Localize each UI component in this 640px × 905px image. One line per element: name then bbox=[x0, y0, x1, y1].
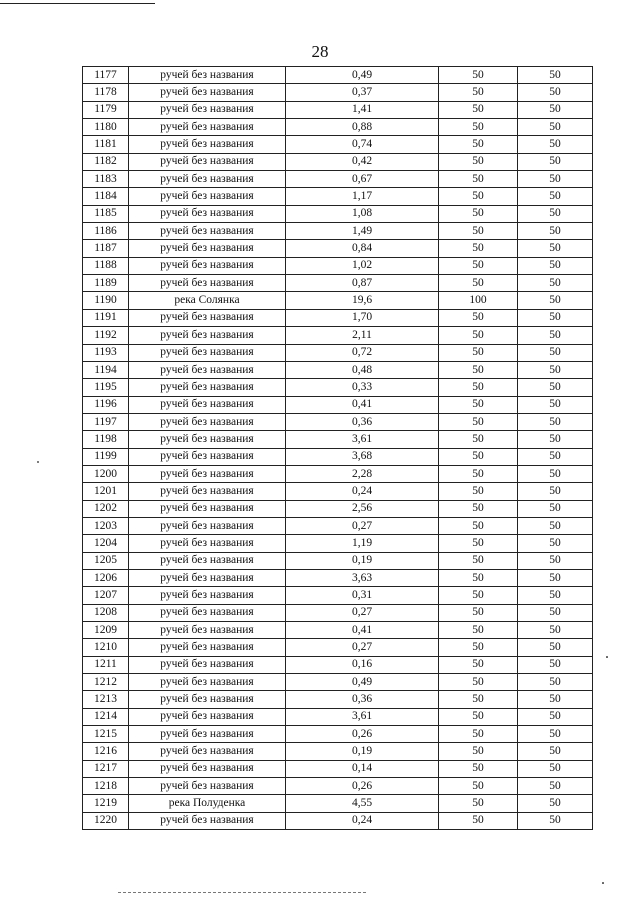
strip-cell: 50 bbox=[518, 309, 593, 326]
strip-cell: 50 bbox=[518, 223, 593, 240]
strip-cell: 50 bbox=[518, 483, 593, 500]
length-cell: 0,27 bbox=[286, 604, 439, 621]
strip-cell: 50 bbox=[518, 379, 593, 396]
table-row bbox=[83, 205, 593, 222]
row-number-cell: 1182 bbox=[83, 153, 129, 170]
length-cell: 3,61 bbox=[286, 708, 439, 725]
length-cell: 0,33 bbox=[286, 379, 439, 396]
table-row bbox=[83, 465, 593, 482]
name-cell: ручей без названия bbox=[129, 240, 286, 257]
row-number-cell: 1188 bbox=[83, 257, 129, 274]
table-row bbox=[83, 535, 593, 552]
row-number-cell: 1215 bbox=[83, 726, 129, 743]
zone-cell: 50 bbox=[439, 726, 518, 743]
strip-cell: 50 bbox=[518, 500, 593, 517]
name-cell: ручей без названия bbox=[129, 587, 286, 604]
table-row bbox=[83, 604, 593, 621]
zone-cell: 50 bbox=[439, 205, 518, 222]
bottom-rule bbox=[118, 892, 366, 893]
row-number-cell: 1198 bbox=[83, 431, 129, 448]
row-number-cell: 1206 bbox=[83, 569, 129, 586]
strip-cell: 50 bbox=[518, 691, 593, 708]
zone-cell: 50 bbox=[439, 379, 518, 396]
zone-cell: 50 bbox=[439, 517, 518, 534]
length-cell: 1,41 bbox=[286, 101, 439, 118]
strip-cell: 50 bbox=[518, 275, 593, 292]
row-number-cell: 1192 bbox=[83, 327, 129, 344]
row-number-cell: 1210 bbox=[83, 639, 129, 656]
strip-cell: 50 bbox=[518, 413, 593, 430]
length-cell: 0,87 bbox=[286, 275, 439, 292]
zone-cell: 50 bbox=[439, 778, 518, 795]
row-number-cell: 1193 bbox=[83, 344, 129, 361]
name-cell: ручей без названия bbox=[129, 84, 286, 101]
table-row bbox=[83, 587, 593, 604]
zone-cell: 50 bbox=[439, 327, 518, 344]
strip-cell: 50 bbox=[518, 465, 593, 482]
zone-cell: 50 bbox=[439, 344, 518, 361]
row-number-cell: 1186 bbox=[83, 223, 129, 240]
table-row bbox=[83, 101, 593, 118]
zone-cell: 50 bbox=[439, 136, 518, 153]
row-number-cell: 1203 bbox=[83, 517, 129, 534]
zone-cell: 50 bbox=[439, 587, 518, 604]
strip-cell: 50 bbox=[518, 674, 593, 691]
table-row bbox=[83, 67, 593, 84]
zone-cell: 50 bbox=[439, 240, 518, 257]
row-number-cell: 1208 bbox=[83, 604, 129, 621]
table-row bbox=[83, 431, 593, 448]
table-row bbox=[83, 812, 593, 829]
table-row bbox=[83, 778, 593, 795]
row-number-cell: 1212 bbox=[83, 674, 129, 691]
row-number-cell: 1220 bbox=[83, 812, 129, 829]
name-cell: ручей без названия bbox=[129, 691, 286, 708]
name-cell: ручей без названия bbox=[129, 448, 286, 465]
length-cell: 0,36 bbox=[286, 691, 439, 708]
row-number-cell: 1179 bbox=[83, 101, 129, 118]
table-row bbox=[83, 292, 593, 309]
row-number-cell: 1207 bbox=[83, 587, 129, 604]
strip-cell: 50 bbox=[518, 760, 593, 777]
strip-cell: 50 bbox=[518, 604, 593, 621]
table-row bbox=[83, 327, 593, 344]
length-cell: 0,19 bbox=[286, 552, 439, 569]
strip-cell: 50 bbox=[518, 361, 593, 378]
name-cell: ручей без названия bbox=[129, 500, 286, 517]
name-cell: ручей без названия bbox=[129, 778, 286, 795]
length-cell: 0,19 bbox=[286, 743, 439, 760]
table-row bbox=[83, 656, 593, 673]
strip-cell: 50 bbox=[518, 101, 593, 118]
name-cell: ручей без названия bbox=[129, 604, 286, 621]
table-body bbox=[83, 67, 593, 830]
length-cell: 0,74 bbox=[286, 136, 439, 153]
strip-cell: 50 bbox=[518, 448, 593, 465]
name-cell: ручей без названия bbox=[129, 465, 286, 482]
row-number-cell: 1209 bbox=[83, 622, 129, 639]
strip-cell: 50 bbox=[518, 205, 593, 222]
name-cell: ручей без названия bbox=[129, 569, 286, 586]
length-cell: 2,11 bbox=[286, 327, 439, 344]
length-cell: 0,26 bbox=[286, 726, 439, 743]
row-number-cell: 1217 bbox=[83, 760, 129, 777]
strip-cell: 50 bbox=[518, 743, 593, 760]
zone-cell: 50 bbox=[439, 153, 518, 170]
table-row bbox=[83, 708, 593, 725]
name-cell: ручей без названия bbox=[129, 119, 286, 136]
data-table bbox=[82, 66, 593, 830]
zone-cell: 50 bbox=[439, 84, 518, 101]
table-row bbox=[83, 552, 593, 569]
row-number-cell: 1197 bbox=[83, 413, 129, 430]
page-number: 28 bbox=[311, 42, 329, 61]
name-cell: ручей без названия bbox=[129, 812, 286, 829]
length-cell: 0,27 bbox=[286, 639, 439, 656]
strip-cell: 50 bbox=[518, 119, 593, 136]
strip-cell: 50 bbox=[518, 257, 593, 274]
table-row bbox=[83, 483, 593, 500]
name-cell: ручей без названия bbox=[129, 656, 286, 673]
zone-cell: 50 bbox=[439, 171, 518, 188]
strip-cell: 50 bbox=[518, 327, 593, 344]
row-number-cell: 1189 bbox=[83, 275, 129, 292]
strip-cell: 50 bbox=[518, 517, 593, 534]
row-number-cell: 1214 bbox=[83, 708, 129, 725]
table-row bbox=[83, 622, 593, 639]
strip-cell: 50 bbox=[518, 726, 593, 743]
strip-cell: 50 bbox=[518, 171, 593, 188]
name-cell: ручей без названия bbox=[129, 223, 286, 240]
length-cell: 1,19 bbox=[286, 535, 439, 552]
table-row bbox=[83, 361, 593, 378]
row-number-cell: 1199 bbox=[83, 448, 129, 465]
scan-speck bbox=[37, 461, 39, 463]
name-cell: ручей без названия bbox=[129, 309, 286, 326]
length-cell: 1,17 bbox=[286, 188, 439, 205]
row-number-cell: 1219 bbox=[83, 795, 129, 812]
table-row bbox=[83, 275, 593, 292]
strip-cell: 50 bbox=[518, 587, 593, 604]
name-cell: ручей без названия bbox=[129, 275, 286, 292]
row-number-cell: 1195 bbox=[83, 379, 129, 396]
row-number-cell: 1177 bbox=[83, 67, 129, 84]
scan-speck bbox=[606, 656, 608, 658]
strip-cell: 50 bbox=[518, 622, 593, 639]
row-number-cell: 1205 bbox=[83, 552, 129, 569]
length-cell: 1,70 bbox=[286, 309, 439, 326]
strip-cell: 50 bbox=[518, 795, 593, 812]
table-row bbox=[83, 379, 593, 396]
zone-cell: 50 bbox=[439, 569, 518, 586]
table-row bbox=[83, 84, 593, 101]
name-cell: ручей без названия bbox=[129, 535, 286, 552]
table-row bbox=[83, 639, 593, 656]
name-cell: ручей без названия bbox=[129, 431, 286, 448]
length-cell: 2,28 bbox=[286, 465, 439, 482]
strip-cell: 50 bbox=[518, 708, 593, 725]
row-number-cell: 1181 bbox=[83, 136, 129, 153]
name-cell: ручей без названия bbox=[129, 171, 286, 188]
row-number-cell: 1202 bbox=[83, 500, 129, 517]
name-cell: ручей без названия bbox=[129, 552, 286, 569]
table-row bbox=[83, 760, 593, 777]
zone-cell: 50 bbox=[439, 396, 518, 413]
name-cell: ручей без названия bbox=[129, 136, 286, 153]
table-row bbox=[83, 500, 593, 517]
zone-cell: 50 bbox=[439, 500, 518, 517]
zone-cell: 50 bbox=[439, 760, 518, 777]
length-cell: 0,49 bbox=[286, 67, 439, 84]
length-cell: 3,61 bbox=[286, 431, 439, 448]
zone-cell: 50 bbox=[439, 413, 518, 430]
zone-cell: 50 bbox=[439, 656, 518, 673]
zone-cell: 50 bbox=[439, 431, 518, 448]
zone-cell: 50 bbox=[439, 535, 518, 552]
length-cell: 2,56 bbox=[286, 500, 439, 517]
table-row bbox=[83, 240, 593, 257]
table-row bbox=[83, 344, 593, 361]
zone-cell: 50 bbox=[439, 622, 518, 639]
zone-cell: 50 bbox=[439, 691, 518, 708]
name-cell: ручей без названия bbox=[129, 708, 286, 725]
strip-cell: 50 bbox=[518, 639, 593, 656]
length-cell: 0,31 bbox=[286, 587, 439, 604]
table-row bbox=[83, 517, 593, 534]
length-cell: 1,08 bbox=[286, 205, 439, 222]
table-row bbox=[83, 795, 593, 812]
row-number-cell: 1180 bbox=[83, 119, 129, 136]
strip-cell: 50 bbox=[518, 812, 593, 829]
strip-cell: 50 bbox=[518, 431, 593, 448]
zone-cell: 50 bbox=[439, 275, 518, 292]
length-cell: 19,6 bbox=[286, 292, 439, 309]
table-row bbox=[83, 257, 593, 274]
top-rule bbox=[0, 3, 155, 4]
length-cell: 0,37 bbox=[286, 84, 439, 101]
table-row bbox=[83, 448, 593, 465]
length-cell: 0,16 bbox=[286, 656, 439, 673]
name-cell: ручей без названия bbox=[129, 622, 286, 639]
length-cell: 0,41 bbox=[286, 396, 439, 413]
strip-cell: 50 bbox=[518, 153, 593, 170]
name-cell: ручей без названия bbox=[129, 257, 286, 274]
row-number-cell: 1216 bbox=[83, 743, 129, 760]
table-row bbox=[83, 743, 593, 760]
length-cell: 4,55 bbox=[286, 795, 439, 812]
name-cell: ручей без названия bbox=[129, 674, 286, 691]
name-cell: ручей без названия bbox=[129, 379, 286, 396]
row-number-cell: 1213 bbox=[83, 691, 129, 708]
length-cell: 0,36 bbox=[286, 413, 439, 430]
name-cell: ручей без названия bbox=[129, 726, 286, 743]
scan-speck bbox=[602, 882, 604, 884]
zone-cell: 50 bbox=[439, 67, 518, 84]
zone-cell: 50 bbox=[439, 309, 518, 326]
row-number-cell: 1191 bbox=[83, 309, 129, 326]
zone-cell: 50 bbox=[439, 101, 518, 118]
length-cell: 0,88 bbox=[286, 119, 439, 136]
table-row bbox=[83, 309, 593, 326]
table-row bbox=[83, 153, 593, 170]
length-cell: 0,14 bbox=[286, 760, 439, 777]
table-row bbox=[83, 396, 593, 413]
length-cell: 0,41 bbox=[286, 622, 439, 639]
zone-cell: 50 bbox=[439, 552, 518, 569]
length-cell: 0,48 bbox=[286, 361, 439, 378]
row-number-cell: 1187 bbox=[83, 240, 129, 257]
zone-cell: 50 bbox=[439, 795, 518, 812]
zone-cell: 50 bbox=[439, 223, 518, 240]
row-number-cell: 1184 bbox=[83, 188, 129, 205]
strip-cell: 50 bbox=[518, 552, 593, 569]
row-number-cell: 1185 bbox=[83, 205, 129, 222]
name-cell: река Солянка bbox=[129, 292, 286, 309]
table-row bbox=[83, 674, 593, 691]
table-row bbox=[83, 726, 593, 743]
zone-cell: 50 bbox=[439, 639, 518, 656]
row-number-cell: 1183 bbox=[83, 171, 129, 188]
name-cell: река Полуденка bbox=[129, 795, 286, 812]
name-cell: ручей без названия bbox=[129, 188, 286, 205]
name-cell: ручей без названия bbox=[129, 101, 286, 118]
row-number-cell: 1194 bbox=[83, 361, 129, 378]
zone-cell: 50 bbox=[439, 188, 518, 205]
length-cell: 0,27 bbox=[286, 517, 439, 534]
name-cell: ручей без названия bbox=[129, 327, 286, 344]
length-cell: 0,24 bbox=[286, 812, 439, 829]
row-number-cell: 1178 bbox=[83, 84, 129, 101]
strip-cell: 50 bbox=[518, 535, 593, 552]
length-cell: 1,02 bbox=[286, 257, 439, 274]
table-row bbox=[83, 188, 593, 205]
strip-cell: 50 bbox=[518, 292, 593, 309]
table-row bbox=[83, 691, 593, 708]
strip-cell: 50 bbox=[518, 656, 593, 673]
length-cell: 0,84 bbox=[286, 240, 439, 257]
table-row bbox=[83, 136, 593, 153]
name-cell: ручей без названия bbox=[129, 639, 286, 656]
row-number-cell: 1196 bbox=[83, 396, 129, 413]
zone-cell: 50 bbox=[439, 483, 518, 500]
length-cell: 3,68 bbox=[286, 448, 439, 465]
row-number-cell: 1201 bbox=[83, 483, 129, 500]
zone-cell: 50 bbox=[439, 448, 518, 465]
row-number-cell: 1200 bbox=[83, 465, 129, 482]
length-cell: 0,49 bbox=[286, 674, 439, 691]
name-cell: ручей без названия bbox=[129, 153, 286, 170]
zone-cell: 50 bbox=[439, 257, 518, 274]
table-row bbox=[83, 223, 593, 240]
length-cell: 1,49 bbox=[286, 223, 439, 240]
name-cell: ручей без названия bbox=[129, 743, 286, 760]
strip-cell: 50 bbox=[518, 240, 593, 257]
strip-cell: 50 bbox=[518, 569, 593, 586]
table-row bbox=[83, 413, 593, 430]
strip-cell: 50 bbox=[518, 67, 593, 84]
zone-cell: 100 bbox=[439, 292, 518, 309]
zone-cell: 50 bbox=[439, 604, 518, 621]
name-cell: ручей без названия bbox=[129, 517, 286, 534]
row-number-cell: 1204 bbox=[83, 535, 129, 552]
table-row bbox=[83, 171, 593, 188]
name-cell: ручей без названия bbox=[129, 413, 286, 430]
zone-cell: 50 bbox=[439, 465, 518, 482]
row-number-cell: 1211 bbox=[83, 656, 129, 673]
strip-cell: 50 bbox=[518, 396, 593, 413]
name-cell: ручей без названия bbox=[129, 361, 286, 378]
zone-cell: 50 bbox=[439, 812, 518, 829]
table-row bbox=[83, 119, 593, 136]
zone-cell: 50 bbox=[439, 361, 518, 378]
zone-cell: 50 bbox=[439, 708, 518, 725]
strip-cell: 50 bbox=[518, 778, 593, 795]
name-cell: ручей без названия bbox=[129, 344, 286, 361]
strip-cell: 50 bbox=[518, 84, 593, 101]
length-cell: 0,72 bbox=[286, 344, 439, 361]
row-number-cell: 1218 bbox=[83, 778, 129, 795]
name-cell: ручей без названия bbox=[129, 67, 286, 84]
length-cell: 0,26 bbox=[286, 778, 439, 795]
length-cell: 3,63 bbox=[286, 569, 439, 586]
strip-cell: 50 bbox=[518, 136, 593, 153]
length-cell: 0,24 bbox=[286, 483, 439, 500]
name-cell: ручей без названия bbox=[129, 205, 286, 222]
row-number-cell: 1190 bbox=[83, 292, 129, 309]
length-cell: 0,42 bbox=[286, 153, 439, 170]
name-cell: ручей без названия bbox=[129, 760, 286, 777]
name-cell: ручей без названия bbox=[129, 483, 286, 500]
table-row bbox=[83, 569, 593, 586]
strip-cell: 50 bbox=[518, 344, 593, 361]
length-cell: 0,67 bbox=[286, 171, 439, 188]
zone-cell: 50 bbox=[439, 119, 518, 136]
zone-cell: 50 bbox=[439, 674, 518, 691]
zone-cell: 50 bbox=[439, 743, 518, 760]
strip-cell: 50 bbox=[518, 188, 593, 205]
name-cell: ручей без названия bbox=[129, 396, 286, 413]
